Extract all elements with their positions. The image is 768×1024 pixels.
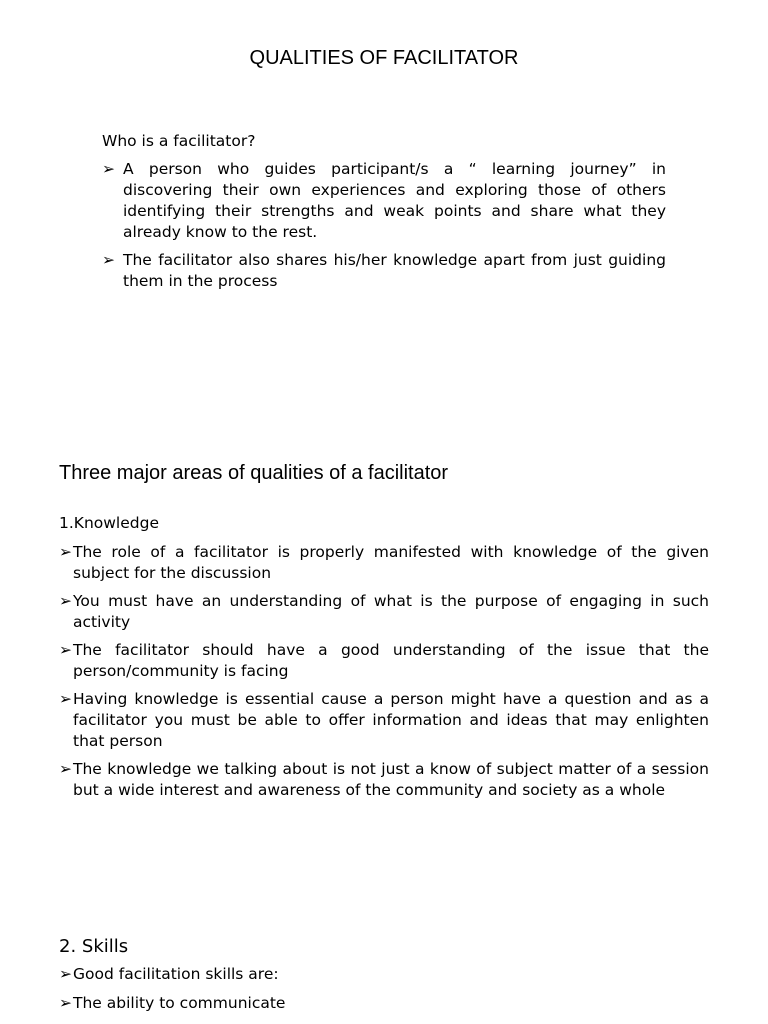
intro-bullet [102, 159, 666, 243]
arrow-bullet-icon: ➢ [59, 592, 72, 610]
knowledge-bullet-text: Having knowledge is essential cause a person might have a question and as a facilitator you must be able to offer information and ideas that may enlighten that person [73, 690, 709, 750]
knowledge-bullet-text: The facilitator should have a good understanding of the issue that the person/community is facing [73, 641, 709, 680]
knowledge-heading: 1.Knowledge [59, 514, 159, 532]
knowledge-bullet [59, 591, 709, 633]
knowledge-bullet-list [59, 542, 709, 801]
intro-bullet-text: The facilitator also shares his/her knowledge apart from just guiding them in the process [123, 251, 666, 290]
knowledge-bullet [59, 640, 709, 682]
knowledge-bullet [59, 542, 709, 584]
skills-bullet [59, 993, 709, 1014]
areas-heading: Three major areas of qualities of a facilitator [59, 462, 449, 484]
knowledge-section [59, 513, 709, 808]
intro-bullet [102, 250, 666, 292]
knowledge-bullet-text: You must have an understanding of what is the purpose of engaging in such activity [73, 592, 709, 631]
skills-section [59, 935, 709, 1022]
skills-bullet-text: Good facilitation skills are: [73, 965, 279, 983]
knowledge-bullet [59, 759, 709, 801]
intro-bullet-list [102, 159, 666, 292]
arrow-bullet-icon: ➢ [59, 994, 72, 1012]
intro-section [102, 131, 666, 299]
arrow-bullet-icon: ➢ [102, 160, 115, 178]
arrow-bullet-icon: ➢ [59, 690, 72, 708]
skills-bullet [59, 964, 709, 985]
skills-bullet-list [59, 964, 709, 1014]
intro-question: Who is a facilitator? [102, 132, 256, 150]
skills-bullet-text: The ability to communicate [73, 994, 286, 1012]
arrow-bullet-icon: ➢ [59, 543, 72, 561]
knowledge-bullet [59, 689, 709, 752]
skills-heading: 2. Skills [59, 936, 129, 957]
document-title: QUALITIES OF FACILITATOR [249, 47, 519, 69]
knowledge-bullet-text: The role of a facilitator is properly manifested with knowledge of the given subject for the discussion [73, 543, 709, 582]
arrow-bullet-icon: ➢ [102, 251, 115, 269]
arrow-bullet-icon: ➢ [59, 641, 72, 659]
intro-bullet-text: A person who guides participant/s a “ learning journey” in discovering their own experiences and exploring those of others identifying their strengths and weak points and share what they already know to the rest. [123, 160, 666, 241]
knowledge-bullet-text: The knowledge we talking about is not just a know of subject matter of a session but a wide interest and awareness of the community and society as a whole [73, 760, 709, 799]
arrow-bullet-icon: ➢ [59, 965, 72, 983]
arrow-bullet-icon: ➢ [59, 760, 72, 778]
